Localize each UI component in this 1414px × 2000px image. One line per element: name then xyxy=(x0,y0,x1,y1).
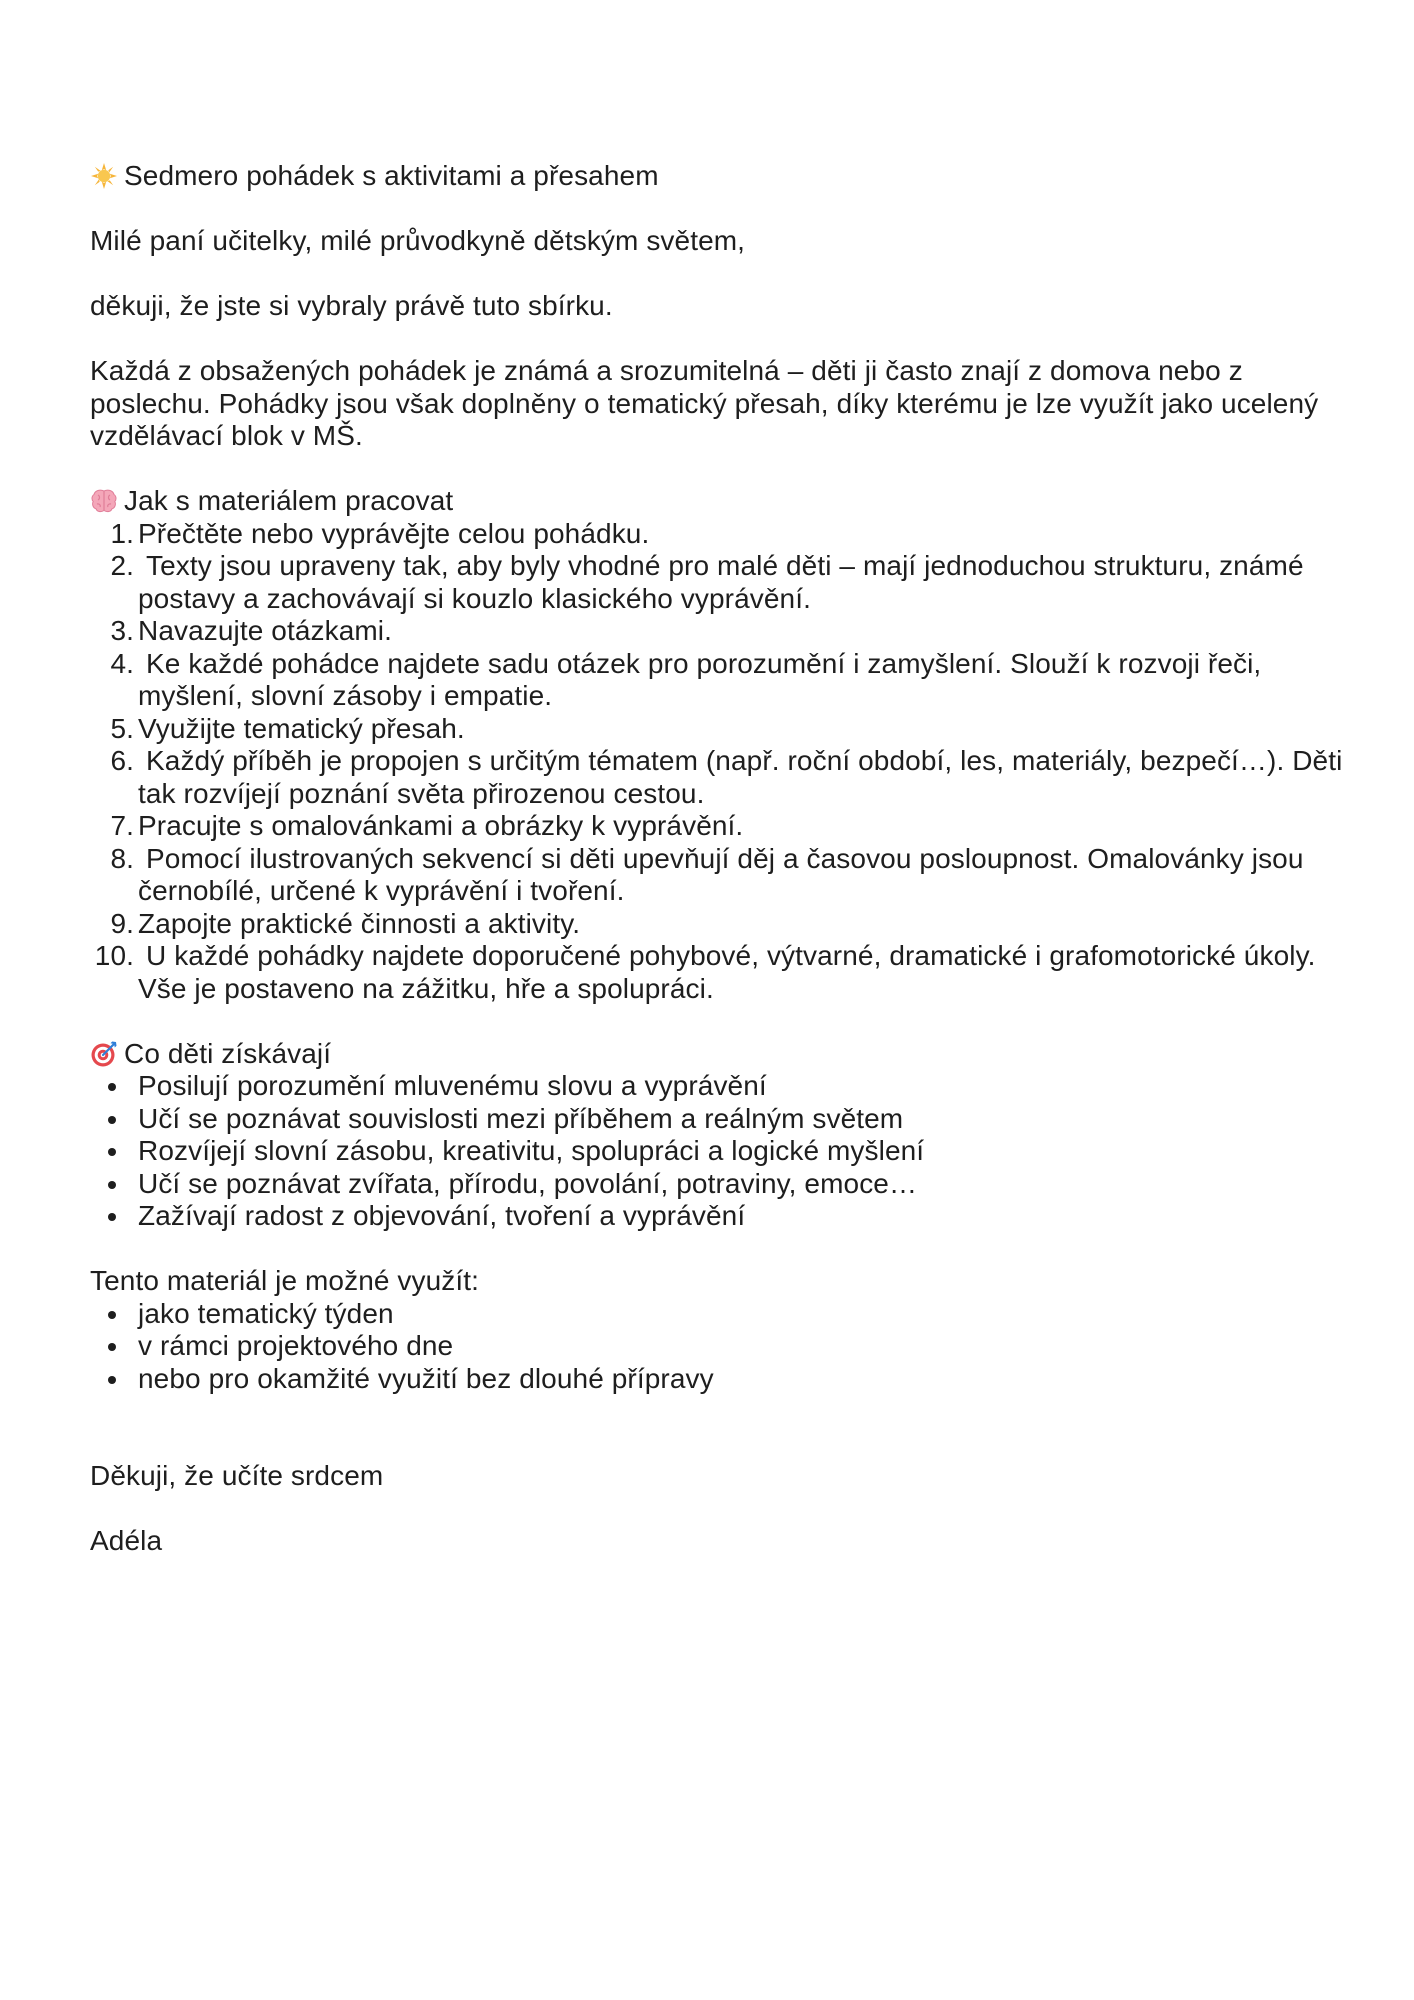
list-item: nebo pro okamžité využití bez dlouhé přípravy xyxy=(90,1363,1350,1396)
list-item-text: Ke každé pohádce najdete sadu otázek pro porozumění i zamyšlení. Slouží k rozvoji řeči, myšlení, slovní zásoby i empatie. xyxy=(138,647,1262,711)
list-item: Zažívají radost z objevování, tvoření a vyprávění xyxy=(90,1200,1350,1233)
usage-list xyxy=(90,1298,1350,1396)
list-item: Učí se poznávat souvislosti mezi příběhem a reálným světem xyxy=(90,1103,1350,1136)
list-item-number: 1. xyxy=(110,517,134,549)
document-title-text: Sedmero pohádek s aktivitami a přesahem xyxy=(124,160,659,191)
list-item-number: 5. xyxy=(110,712,134,744)
list-item-text: Každý příběh je propojen s určitým tématem (např. roční období, les, materiály, bezpečí…). Děti tak rozvíjejí poznání světa přirozenou cestou. xyxy=(138,745,1343,809)
list-item-text: Využijte tematický přesah. xyxy=(138,712,465,744)
list-item: Učí se poznávat zvířata, přírodu, povolání, potraviny, emoce… xyxy=(90,1168,1350,1201)
list-item xyxy=(90,745,1350,810)
list-item xyxy=(90,843,1350,908)
list-item: Rozvíjejí slovní zásobu, kreativitu, spolupráci a logické myšlení xyxy=(90,1135,1350,1168)
how-to-steps xyxy=(90,518,1350,1006)
list-item-text: Pracujte s omalovánkami a obrázky k vyprávění. xyxy=(138,810,744,841)
list-item: Posilují porozumění mluvenému slovu a vyprávění xyxy=(90,1070,1350,1103)
usage-heading: Tento materiál je možné využít: xyxy=(90,1265,480,1296)
list-item-number: 7. xyxy=(110,810,134,841)
list-item xyxy=(90,713,1350,746)
list-item-number: 9. xyxy=(110,907,134,939)
list-item: v rámci projektového dne xyxy=(90,1330,1350,1363)
list-item-text: Texty jsou upraveny tak, aby byly vhodné pro malé děti – mají jednoduchou strukturu, známé postavy a zachovávají si kouzlo klasického vyprávění. xyxy=(138,550,1304,614)
closing-line: Děkuji, že učíte srdcem xyxy=(90,1460,384,1491)
list-item-text: Přečtěte nebo vyprávějte celou pohádku. xyxy=(138,517,650,549)
list-item xyxy=(90,518,1350,551)
brain-icon xyxy=(90,487,118,515)
list-item-number: 6. xyxy=(110,745,134,776)
list-item xyxy=(90,550,1350,615)
list-item: jako tematický týden xyxy=(90,1298,1350,1331)
list-item-text: U každé pohádky najdete doporučené pohybové, výtvarné, dramatické i grafomotorické úkoly. Vše je postaveno na zážitku, hře a spolupráci. xyxy=(138,940,1316,1004)
list-item-text: Zapojte praktické činnosti a aktivity. xyxy=(138,907,581,939)
list-item-number: 8. xyxy=(110,842,134,874)
list-item-number: 2. xyxy=(110,550,134,581)
target-icon xyxy=(90,1040,118,1068)
sun-icon xyxy=(90,162,118,190)
list-item-number: 3. xyxy=(110,615,134,646)
document-title xyxy=(90,160,1350,193)
greeting: Milé paní učitelky, milé průvodkyně dětským světem, xyxy=(90,225,746,256)
document-page xyxy=(90,160,1350,1558)
list-item xyxy=(90,648,1350,713)
list-item-number: 10. xyxy=(94,940,134,971)
how-to-heading xyxy=(90,485,1350,518)
list-item-text: Navazujte otázkami. xyxy=(138,615,393,646)
benefits-heading xyxy=(90,1038,1350,1071)
list-item xyxy=(90,908,1350,941)
list-item xyxy=(90,810,1350,843)
signature: Adéla xyxy=(90,1525,163,1556)
list-item xyxy=(90,940,1350,1005)
benefits-list xyxy=(90,1070,1350,1233)
thanks-line: děkuji, že jste si vybraly právě tuto sbírku. xyxy=(90,290,613,321)
how-to-heading-text: Jak s materiálem pracovat xyxy=(124,485,454,516)
benefits-heading-text: Co děti získávají xyxy=(124,1037,332,1069)
list-item-number: 4. xyxy=(110,647,134,679)
list-item xyxy=(90,615,1350,648)
list-item-text: Pomocí ilustrovaných sekvencí si děti upevňují děj a časovou posloupnost. Omalovánky jsou černobílé, určené k vyprávění i tvoření. xyxy=(138,842,1304,906)
intro-paragraph: Každá z obsažených pohádek je známá a srozumitelná – děti ji často znají z domova nebo z poslechu. Pohádky jsou však doplněny o tematický přesah, díky kterému je lze využít jako ucelený vzdělávací blok v MŠ. xyxy=(90,355,1319,451)
